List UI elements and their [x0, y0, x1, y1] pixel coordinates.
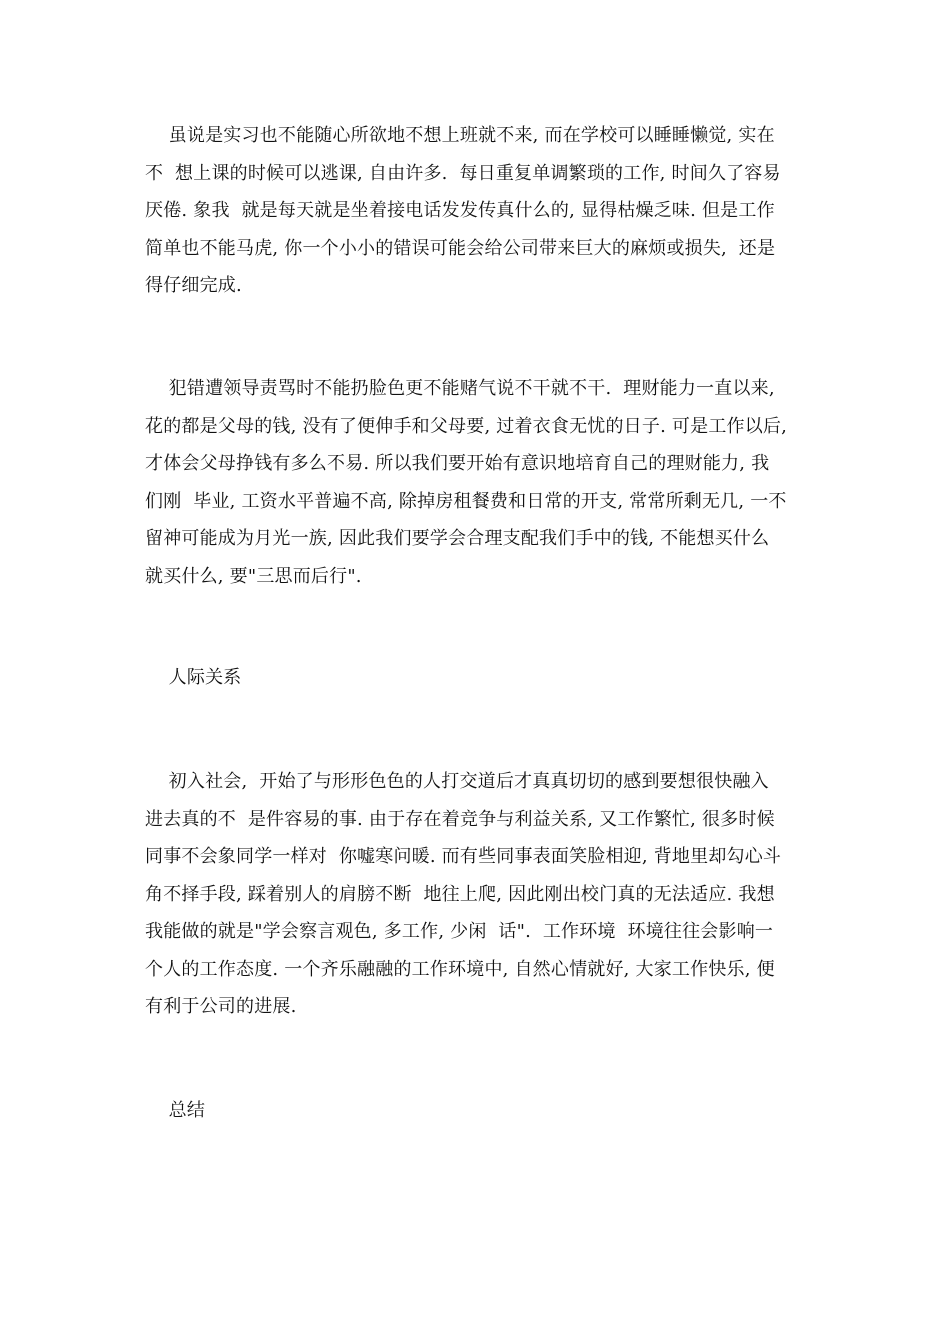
paragraph-line: 进去真的不 是件容易的事. 由于存在着竞争与利益关系, 又工作繁忙, 很多时候 — [145, 808, 775, 830]
paragraph-financial-management — [145, 370, 825, 595]
paragraph-line: 初入社会, 开始了与形形色色的人打交道后才真真切切的感到要想很快融入 — [145, 771, 769, 792]
paragraph-line: 有利于公司的进展. — [145, 996, 297, 1017]
paragraph-internship-discipline — [145, 117, 825, 305]
paragraph-line: 虽说是实习也不能随心所欲地不想上班就不来, 而在学校可以睡睡懒觉, 实在 — [145, 125, 775, 146]
paragraph-line: 不 想上课的时候可以逃课, 自由许多. 每日重复单调繁琐的工作, 时间久了容易 — [145, 162, 781, 184]
paragraph-line: 个人的工作态度. 一个齐乐融融的工作环境中, 自然心情就好, 大家工作快乐, 便 — [145, 958, 775, 980]
paragraph-line: 才体会父母挣钱有多么不易. 所以我们要开始有意识地培育自己的理财能力, 我 — [145, 453, 770, 474]
paragraph-line: 犯错遭领导责骂时不能扔脸色更不能赌气说不干就不干. 理财能力一直以来, — [145, 378, 775, 399]
paragraph-line: 们刚 毕业, 工资水平普遍不高, 除掉房租餐费和日常的开支, 常常所剩无几, 一不 — [145, 490, 787, 512]
paragraph-interpersonal-relations — [145, 763, 825, 1026]
paragraph-line: 花的都是父母的钱, 没有了便伸手和父母要, 过着衣食无忧的日子. 可是工作以后, — [145, 415, 788, 437]
paragraph-line: 厌倦. 象我 就是每天就是坐着接电话发发传真什么的, 显得枯燥乏味. 但是工作 — [145, 200, 775, 221]
section-heading-interpersonal — [145, 659, 825, 697]
paragraph-line: 就买什么, 要"三思而后行". — [145, 565, 362, 587]
paragraph-line: 我能做的就是"学会察言观色, 多工作, 少闲 话". 工作环境 环境往往会影响一 — [145, 921, 774, 942]
section-heading-text: 人际关系 — [145, 667, 242, 688]
section-heading-text: 总结 — [145, 1100, 206, 1121]
section-heading-summary — [145, 1092, 825, 1130]
paragraph-line: 角不择手段, 踩着别人的肩膀不断 地往上爬, 因此刚出校门真的无法适应. 我想 — [145, 883, 775, 905]
paragraph-line: 得仔细完成. — [145, 275, 242, 296]
paragraph-line: 简单也不能马虎, 你一个小小的错误可能会给公司带来巨大的麻烦或损失, 还是 — [145, 237, 776, 259]
paragraph-line: 同事不会象同学一样对 你嘘寒问暖. 而有些同事表面笑脸相迎, 背地里却勾心斗 — [145, 846, 782, 867]
paragraph-line: 留神可能成为月光一族, 因此我们要学会合理支配我们手中的钱, 不能想买什么 — [145, 528, 770, 549]
